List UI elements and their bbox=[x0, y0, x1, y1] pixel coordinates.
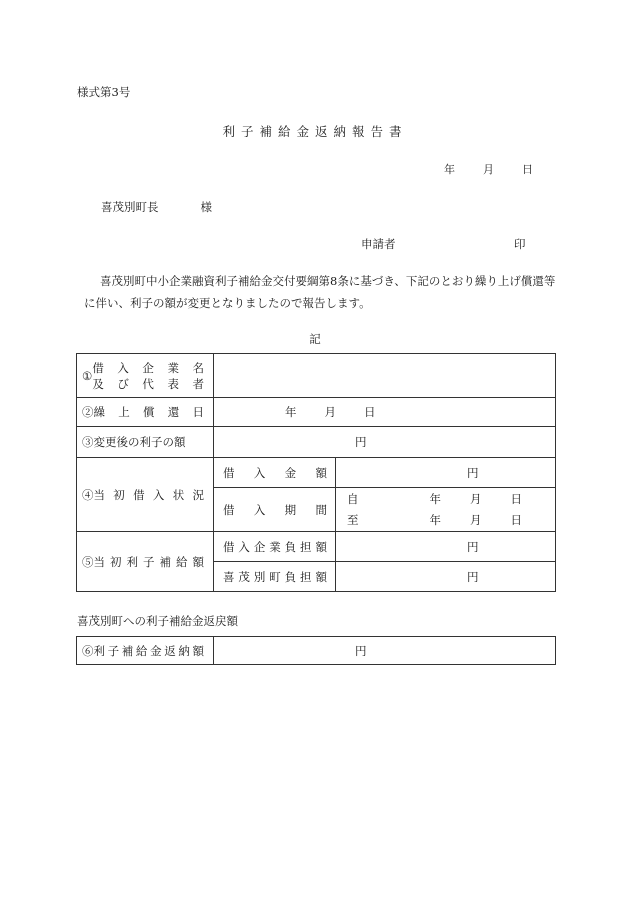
body-text: 喜茂別町中小企業融資利子補給金交付要綱第8条に基づき、下記のとおり繰り上げ償還等に伴い、利子の額が変更となりましたので報告します。 bbox=[84, 274, 556, 310]
initial-subsidy-label: ⑤当 初 利 子 補 給 額 bbox=[77, 532, 214, 592]
addressee-honorific: 様 bbox=[200, 200, 212, 214]
prepayment-date-label: ②繰 上 償 還 日 bbox=[77, 398, 214, 427]
form-number: 様式第3号 bbox=[77, 85, 131, 99]
borrower-label-cell bbox=[77, 354, 214, 398]
return-section-label: 喜茂別町への利子補給金返戻額 bbox=[77, 614, 238, 628]
applicant-label: 申請者 bbox=[361, 237, 396, 251]
prepayment-date-value[interactable]: 年 月 日 bbox=[214, 398, 556, 427]
table-row bbox=[77, 398, 556, 427]
table-row bbox=[77, 532, 556, 562]
loan-amount-label: 借 入 金 額 bbox=[214, 458, 336, 488]
changed-interest-value[interactable]: 円 bbox=[214, 427, 556, 458]
return-amount-value[interactable]: 円 bbox=[214, 637, 556, 665]
seal-mark: 印 bbox=[514, 237, 526, 251]
ki-heading: 記 bbox=[309, 332, 321, 346]
table-row bbox=[77, 427, 556, 458]
borrower-label-line1: 借 入 企 業 名 bbox=[92, 360, 204, 375]
report-date bbox=[444, 161, 533, 177]
addressee bbox=[101, 199, 212, 215]
date-year: 年 bbox=[444, 163, 455, 176]
loan-period-label: 借 入 期 間 bbox=[214, 488, 336, 532]
town-burden-label: 喜 茂 別 町 負 担 額 bbox=[214, 562, 336, 592]
date-month: 月 bbox=[483, 163, 494, 176]
loan-period-value[interactable] bbox=[336, 488, 556, 532]
period-from: 自 年 月 日 bbox=[347, 491, 522, 506]
period-to: 至 年 月 日 bbox=[347, 512, 522, 527]
return-amount-label: ⑥利 子 補 給 金 返 納 額 bbox=[77, 637, 214, 665]
main-table bbox=[76, 353, 556, 592]
table-row bbox=[77, 458, 556, 488]
addressee-name: 喜茂別町長 bbox=[101, 200, 159, 214]
document-title: 利子補給金返納報告書 bbox=[222, 124, 408, 139]
initial-loan-label: ④当 初 借 入 状 況 bbox=[77, 458, 214, 532]
date-day: 日 bbox=[522, 163, 533, 176]
borrower-value-cell[interactable] bbox=[214, 354, 556, 398]
return-table bbox=[76, 636, 556, 665]
borrower-label-line2: 及 び 代 表 者 bbox=[92, 376, 204, 391]
company-burden-value[interactable]: 円 bbox=[336, 532, 556, 562]
circle-number: ① bbox=[82, 368, 93, 383]
table-row bbox=[77, 354, 556, 398]
changed-interest-label: ③変更後の利子の額 bbox=[77, 427, 214, 458]
company-burden-label: 借 入 企 業 負 担 額 bbox=[214, 532, 336, 562]
town-burden-value[interactable]: 円 bbox=[336, 562, 556, 592]
table-row bbox=[77, 637, 556, 665]
loan-amount-value[interactable]: 円 bbox=[336, 458, 556, 488]
